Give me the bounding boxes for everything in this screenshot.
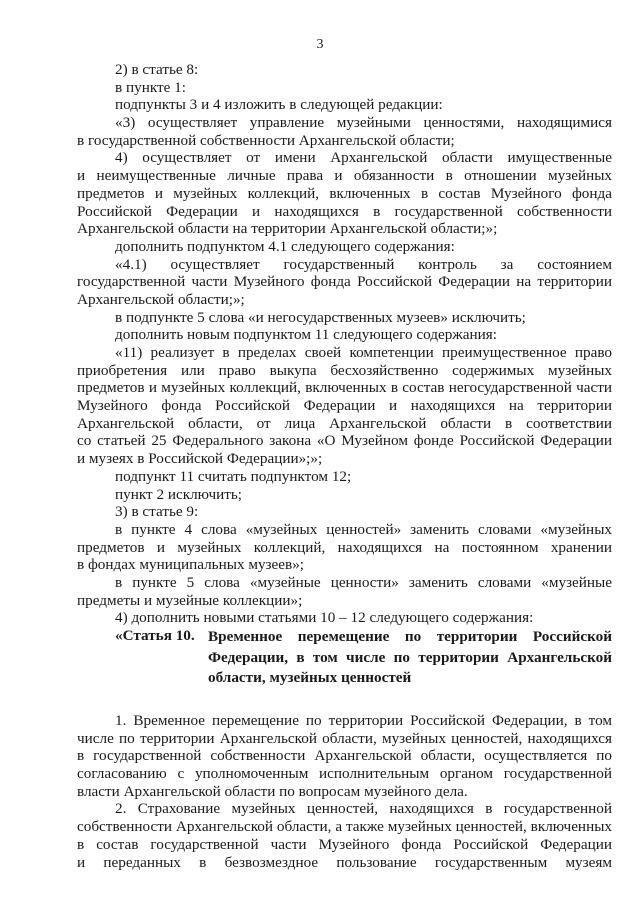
text-line: в пункте 1: — [115, 78, 186, 96]
text-line: Архангельской области;»; — [77, 290, 245, 308]
text-line: подпункт 11 считать подпунктом 12; — [115, 467, 352, 485]
text-line: приобретения или право выкупа бесхозяйственно содержимых музейных — [77, 361, 612, 379]
spacer — [77, 690, 612, 712]
document-body — [77, 61, 612, 871]
text-line: подпункты 3 и 4 изложить в следующей редакции: — [115, 96, 443, 114]
text-line: в государственной собственности Архангельской области; — [77, 131, 455, 149]
text-line: 1. Временное перемещение по территории Российской Федерации, в том — [115, 712, 612, 729]
text-line: собственности Архангельской области, а также музейных ценностей, включенных — [77, 818, 612, 836]
text-line: дополнить новым подпунктом 11 следующего содержания: — [115, 326, 498, 344]
text-line: Российской Федерации и находящихся в государственной собственности — [77, 202, 612, 220]
text-line: 4) дополнить новыми статьями 10 – 12 следующего содержания: — [115, 609, 534, 627]
article-title — [208, 627, 612, 689]
text-line: «11) реализует в пределах своей компетенции преимущественное право — [115, 344, 612, 361]
text-line: 4) осуществляет от имени Архангельской области имущественные — [115, 149, 612, 167]
text-line: в подпункте 5 слова «и негосударственных музеев» исключить; — [115, 308, 526, 326]
article-label: «Статья 10. — [115, 627, 195, 644]
text-line: в государственной собственности Архангельской области, осуществляется по — [77, 747, 612, 765]
text-line: Музейного фонда Российской Федерации и находящихся на территории — [77, 397, 612, 415]
text-line: «4.1) осуществляет государственный контроль за состоянием — [115, 255, 612, 273]
text-line: дополнить подпунктом 4.1 следующего содержания: — [115, 237, 455, 255]
page-number: 3 — [316, 37, 324, 52]
text-line: государственной части Музейного фонда Российской Федерации на территории — [77, 273, 612, 291]
text-line: и музеях в Российской Федерации»;»; — [77, 450, 323, 468]
text-line: со статьей 25 Федерального закона «О Музейном фонде Российской Федерации — [77, 432, 612, 450]
text-line: 3) в статье 9: — [115, 503, 199, 521]
text-line: в пункте 4 слова «музейных ценностей» заменить словами «музейных — [115, 520, 612, 538]
text-line: власти Архангельской области по вопросам музейного дела. — [77, 782, 468, 800]
text-line: Архангельской области, от лица Архангельской области в соответствии — [77, 414, 612, 432]
text-line: и переданных в безвозмездное пользование государственным музеям — [77, 853, 612, 871]
article-title-line: Федерации, в том числе по территории Архангельской — [208, 648, 612, 666]
text-line: 2) в статье 8: — [115, 61, 199, 78]
text-line: предметов и музейных коллекций, включенных в состав негосударственной части — [77, 379, 612, 397]
text-line: предметы и музейные коллекции»; — [77, 591, 303, 609]
text-line: и неимущественные личные права и обязанности в отношении музейных — [77, 167, 612, 185]
text-line: предметов и музейных коллекций, находящихся на постоянном хранении — [77, 538, 612, 556]
article-title-line: Временное перемещение по территории Российской — [208, 628, 612, 645]
article-title-line: области, музейных ценностей — [208, 669, 412, 686]
text-line: пункт 2 исключить; — [115, 485, 242, 503]
text-line: Архангельской области на территории Архангельской области;»; — [77, 220, 498, 238]
text-line: «3) осуществляет управление музейными ценностями, находящимися — [115, 114, 612, 132]
article-heading — [77, 627, 612, 690]
text-line: 2. Страхование музейных ценностей, находящихся в государственной — [115, 800, 612, 818]
text-line: в состав государственной части Музейного фонда Российской Федерации — [77, 835, 612, 853]
text-line: в пункте 5 слова «музейные ценности» заменить словами «музейные — [115, 573, 612, 591]
text-line: согласованию с уполномоченным исполнительным органом государственной — [77, 765, 612, 783]
text-line: предметов и музейных коллекций, включенных в состав Музейного фонда — [77, 184, 612, 202]
text-line: в фондах муниципальных музеев»; — [77, 556, 305, 574]
text-line: числе по территории Архангельской области, музейных ценностей, находящихся — [77, 729, 612, 747]
